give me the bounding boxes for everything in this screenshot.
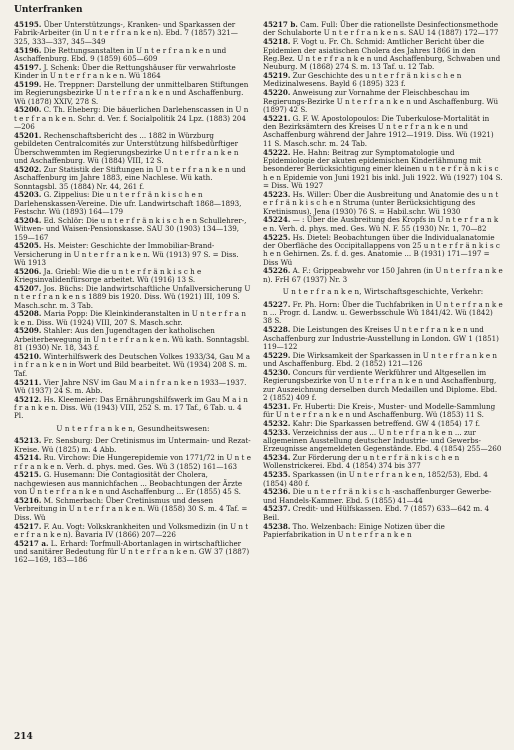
bibliography-entry <box>263 369 503 403</box>
entry-text: Fr. Sensburg: Der Cretinismus im Untermain- und Rezat-Kreise. Wü (1825) m. 4 Abb. <box>14 436 251 454</box>
entry-text: He. Hahn: Beitrag zur Symptomatologie und Epidemiologie der akuten epidemischen Kinderlähmung mit besonderer Berücksichtigung einer kleinen u n t e r f r ä n k i s c h e n Epidemie von Juni 1921 bis inkl. Juli 1922. Wü (1927) 104 S. = Diss. Wü 1927 <box>263 147 503 191</box>
bibliography-entry <box>14 396 252 421</box>
bibliography-entry <box>14 471 252 496</box>
bibliography-entry <box>14 166 252 191</box>
entry-number: 45203. <box>14 190 42 200</box>
entry-number: 45232. <box>263 418 291 428</box>
entry-number: 45201. <box>14 130 42 140</box>
entry-text: F. Au. Vogt: Volkskrankheiten und Volksmedizin (in U n t e r f r a n k e n). Bavaria IV (1866) 207—226 <box>14 521 249 539</box>
entry-text: M. Schmerbach: Über Cretinismus und dessen Verbreitung in U n t e r f r a n k e n. Wü (1858) 30 S. m. 4 Taf. = Diss. Wü <box>14 495 248 522</box>
bibliography-entry <box>263 429 503 454</box>
entry-number: 45213. <box>14 436 42 446</box>
entry-text: Zur Förderung der u n t e r f r ä n k i s c h e n Wollenstrickerei. Ebd. 4 (1854) 374 bis 377 <box>263 453 460 471</box>
entry-number: 45217 b. <box>263 20 298 29</box>
entry-number: 45235. <box>263 470 291 480</box>
entry-number: 45207. <box>14 283 42 293</box>
bibliography-entry <box>263 352 503 369</box>
entry-text: L. Erhard: Torfmull-Abortanlagen in wirtschaftlicher und sanitärer Bedeutung für U n t e r f r a n k e n. GW 37 (1887) 162—169, 183—186 <box>14 538 250 565</box>
entry-text: He. Treppner: Darstellung der unmittelbaren Stiftungen im Regierungsbezirke U n t e r f r a n k e n und Aschaffenburg. Wü (1878) XXIV, 278 S. <box>14 79 249 106</box>
entry-text: Die Rettungsanstalten in U n t e r f r a n k e n und Aschaffenburg. Ebd. 9 (1859) 605—609 <box>14 45 227 63</box>
entry-text: Anweisung zur Vornahme der Fleischbeschau im Regierungs-Bezirke U n t e r f r a n k e n und Aschaffenburg. Wü (1897) 42 S. <box>263 88 499 114</box>
entry-number: 45205. <box>14 241 42 251</box>
bibliography-entry <box>14 454 252 471</box>
entry-text: Cam. Full: Über die rationellste Desinfectionsmethode der Schulaborte U n t e r f r a n k e n s. SAU 14 (1887) 172—177 <box>263 20 499 38</box>
entry-number: 45234. <box>263 453 291 463</box>
right-column <box>263 21 503 540</box>
bibliography-entry <box>263 216 503 233</box>
entry-number: 45195. <box>14 20 42 29</box>
entry-number: 45231. <box>263 401 291 411</box>
entry-number: 45224. <box>263 215 291 225</box>
bibliography-entry <box>263 149 503 191</box>
entry-number: 45223. <box>263 189 291 199</box>
entry-number: 45211. <box>14 377 42 387</box>
bibliography-entry <box>14 21 252 46</box>
bibliography-entry <box>14 327 252 352</box>
entry-number: 45196. <box>14 45 42 55</box>
entry-text: G. Zippelius: Die u n t e r f r ä n k i s c h e n Darlehenskassen-Vereine. Die ufr. Landwirtschaft 1868—1893, Festschr. Wü (1893) 164—179 <box>14 190 242 217</box>
entry-text: Stahler: Aus den Jugendtagen der katholischen Arbeiterbewegung in U n t e r f r a n k e n. Wü kath. Sonntagsbl. 81 (1930) Nr. 18, 343 f. <box>14 326 250 353</box>
left-column <box>14 21 252 565</box>
bibliography-entry <box>263 403 503 420</box>
entry-text: — : Über die Ausbreitung des Kropfs in U n t e r f r a n k e n. Verh. d. phys. med. Ges. Wü N. F. 55 (1930) Nr. 1, 70—82 <box>263 215 499 233</box>
entry-text: Die Leistungen des Kreises U n t e r f r a n k e n und Aschaffenburg zur Industrie-Ausstellung in London. GW 1 (1851) 119—122 <box>263 325 499 351</box>
bibliography-entry <box>263 454 503 471</box>
bibliography-entry <box>14 497 252 522</box>
entry-number: 45202. <box>14 164 42 174</box>
entry-text: G. F. W. Apostolopoulos: Die Tuberkulose-Mortalität in den Bezirksämtern des Kreises U n t e r f r a n k e n und Aschaffenburg während der Jahre 1912—1919. Diss. Wü (1921) 11 S. Masch.schr. m. 24 Tab. <box>263 113 494 148</box>
entry-text: G. Husemann: Die Contagiosität der Cholera, nachgewiesen aus mannichfachen ... Beobachtungen der Ärzte von U n t e r f r a n k e n und Aschaffenburg ... Er (1855) 45 S. <box>14 470 243 497</box>
bibliography-entry <box>263 471 503 488</box>
entry-number: 45236. <box>263 487 291 497</box>
entry-text: Hs. Meister: Geschichte der Immobiliar-Brand-Versicherung in U n t e r f r a n k e n. Wü (1913) 97 S. = Diss. Wü 1913 <box>14 241 239 268</box>
bibliography-entry <box>14 132 252 166</box>
section-heading: U n t e r f r a n k e n, Wirtschaftsgeschichte, Verkehr: <box>282 287 484 297</box>
entry-number: 45214. <box>14 453 42 463</box>
entry-text: Ja. Griebl: Wie die u n t e r f r ä n k i s c h e Kriegsinvalidenfürsorge arbeitet. Wü (1916) 13 S. <box>14 266 202 285</box>
bibliography-entry <box>263 89 503 114</box>
bibliography-entry <box>263 191 503 216</box>
entry-number: 45217 a. <box>14 538 49 548</box>
entry-number: 45206. <box>14 266 42 276</box>
bibliography-entry <box>263 326 503 351</box>
bibliography-entry <box>14 268 252 285</box>
running-head: Unterfranken <box>14 5 83 15</box>
bibliography-entry <box>14 242 252 267</box>
entry-text: Zur Statistik der Stiftungen in U n t e r f r a n k e n und Aschaffenburg im Jahre 1883, eine Nachlese. Wü kath. Sonntagsbl. 35 (1884) Nr. 44, 261 f. <box>14 164 246 191</box>
bibliography-entry <box>14 379 252 396</box>
entry-number: 45222. <box>263 147 291 157</box>
entry-text: Kahr: Die Sparkassen betreffend. GW 4 (1854) 17 f. <box>290 418 481 428</box>
entry-text: Hs. Dietel: Beobachtungen über die Individualanatomie der Oberfläche des Occipitallappens von 25 u n t e r f r ä n k i s c h e n Gehirnen. Zs. f. d. ges. Anatomie ... B (1931) 171—197 = Diss Wü <box>263 232 500 267</box>
entry-number: 45200. <box>14 105 42 115</box>
entry-text: Sparkassen (in U n t e r f r a n k e n, 1852/53), Ebd. 4 (1854) 480 f. <box>263 470 488 488</box>
entry-number: 45220. <box>263 88 291 98</box>
bibliography-entry <box>14 64 252 81</box>
entry-text: J. Schenk: Über die Rettungshäuser für verwahrloste Kinder in U n t e r f r a n k e n. Wü 1864 <box>14 62 236 81</box>
entry-text: Hs. Kleemeier: Das Ernährungshilfswerk im Gau M a i n f r a n k e n. Diss. Wü (1943) VIII, 252 S. m. 17 Taf., 6 Tab. u. 4 Pl. <box>14 394 248 421</box>
entry-text: Die Wirksamkeit der Sparkassen in U n t e r f r a n k e n und Aschaffenburg. Ebd. 2 (1852) 121—126 <box>263 350 497 369</box>
bibliography-entry <box>263 523 503 540</box>
entry-text: Fr. Huberti: Die Kreis-, Muster- und Modelle-Sammlung für U n t e r f r a n k e n und Aschaffenburg. Wü (1853) 11 S. <box>263 401 496 420</box>
entry-text: Ed. Schlör: Die u n t e r f r ä n k i s c h e n Schullehrer-, Witwen- und Waisen-Pensionskasse. SAU 30 (1903) 134—139, 159—167 <box>14 215 247 242</box>
entry-text: Rechenschaftsbericht des ... 1882 in Würzburg gebildeten Centralcomités zur Unterstützung hilfsbedürftiger Überschwemmten im Regierungsbezirke U n t e r f r a n k e n und Aschaffenburg. Wü (1884) VIII, 12 S. <box>14 130 239 165</box>
page-number: 214 <box>14 732 33 742</box>
entry-text: A. F.: Grippeabwehr vor 150 Jahren (in U n t e r f r a n k e n). FrH 67 (1937) Nr. 3 <box>263 266 503 284</box>
entry-text: Zur Geschichte des u n t e r f r ä n k i s c h e n Medizinalwesens. Bayld 6 (1895) 323 f. <box>263 71 462 89</box>
entry-number: 45233. <box>263 427 291 437</box>
bibliography-entry <box>14 540 252 565</box>
bibliography-entry <box>263 72 503 89</box>
entry-text: Vier Jahre NSV im Gau M a i n f r a n k e n 1933—1937. Wü (1937) 24 S. m. Abb. <box>14 377 247 395</box>
entry-number: 45221. <box>263 113 291 123</box>
entry-text: Tho. Welzenbach: Einige Notizen über die Papierfabrikation in U n t e r f r a n k e n <box>263 521 445 539</box>
entry-text: Die u n t e r f r ä n k i s c h -aschaffenburger Gewerbe- und Handels-Kammer. Ebd. 5 (1855) 41—44 <box>263 487 492 505</box>
bibliography-entry <box>14 191 252 216</box>
bibliography-entry <box>14 310 252 327</box>
entry-text: C. Th. Eheberg: Die bäuerlichen Darlehenscassen in U n t e r f r a n k e n. Schr. d. Ver. f. Socialpolitik 24 Lpz. (1883) 204—206 <box>14 105 249 132</box>
bibliography-entry <box>14 353 252 378</box>
entry-number: 45230. <box>263 367 291 377</box>
entry-text: Concurs für verdiente Werkführer und Altgesellen im Regierungsbezirke von U n t e r f r a n k e n und Aschaffenburg, zur Auszeichnung derselben durch Medaillen und Diplome. Ebd. 2 (1852) 409 f. <box>263 367 498 403</box>
entry-number: 45216. <box>14 495 42 505</box>
entry-text: Winterhilfswerk des Deutschen Volkes 1933/34, Gau M a i n f r a n k e n in Wort und Bild bearbeitet. Wü (1934) 208 S. m. Taf. <box>14 352 250 378</box>
bibliography-entry <box>263 301 503 326</box>
entry-text: Jos. Büchs: Die landwirtschaftliche Unfallversicherung U n t e r f r a n k e n s 1889 bis 1920. Diss. Wü (1921) III, 109 S. Masch.schr. m. 3 Tab. <box>14 283 251 310</box>
entry-number: 45217. <box>14 521 42 531</box>
entry-number: 45219. <box>263 71 291 81</box>
entry-text: Fr. Ph. Horn: Über die Tuchfabriken in U n t e r f r a n k e n ... Progr. d. Landw. u. Gewerbsschule Wü 1841/42. Wü (1842) 38 S. <box>263 299 503 326</box>
bibliography-entry <box>14 523 252 540</box>
bibliography-entry <box>263 505 503 522</box>
bibliography-entry <box>14 81 252 106</box>
bibliography-entry <box>263 234 503 268</box>
entry-text: F. Vogt u. Fr. Ch. Schmid: Amtlicher Bericht über die Epidemien der asiatischen Cholera des Jahres 1866 in den Reg.Bez. U n t e r f r a n k e n und Aschaffenburg, Schwaben und Neuburg. M (1868) 274 S. m. 13 Taf. u. 12 Tab. <box>263 37 501 72</box>
bibliography-entry <box>14 437 252 454</box>
entry-text: Ru. Virchow: Die Hungerepidemie von 1771/72 in U n t e r f r a n k e n. Verh. d. phys. med. Ges. Wü 3 (1852) 161—163 <box>14 453 251 471</box>
entry-number: 45227. <box>263 299 291 309</box>
bibliography-entry <box>263 115 503 149</box>
entry-number: 45238. <box>263 521 291 531</box>
entry-number: 45228. <box>263 325 291 335</box>
bibliography-entry <box>14 217 252 242</box>
entry-number: 45199. <box>14 79 42 89</box>
entry-number: 45229. <box>263 350 291 360</box>
entry-text: Credit- und Hülfskassen. Ebd. 7 (1857) 633—642 m. 4 Beil. <box>263 504 490 522</box>
bibliography-entry <box>263 267 503 284</box>
entry-text: Verzeichniss der aus ... U n t e r f r a n k e n ... zur allgemeinen Ausstellung deutscher Industrie- und Gewerbs-Erzeugnisse angemeldeten Gegenstände. Ebd. 4 (1854) 255—260 <box>263 427 502 454</box>
bibliography-entry <box>14 47 252 64</box>
entry-number: 45225. <box>263 232 291 242</box>
bibliography-entry <box>263 38 503 72</box>
bibliography-entry <box>263 488 503 505</box>
entry-number: 45208. <box>14 309 42 319</box>
bibliography-entry <box>263 21 503 38</box>
entry-number: 45215. <box>14 470 42 480</box>
entry-number: 45226. <box>263 266 291 276</box>
entry-text: Maria Popp: Die Kleinkinderanstalten in U n t e r f r a n k e n. Diss. Wü (1924) VIII, 207 S. Masch.schr. <box>14 309 246 327</box>
bibliography-entry <box>14 106 252 131</box>
bibliography-entry <box>14 285 252 310</box>
entry-number: 45210. <box>14 352 42 361</box>
entry-text: Über Unterstützungs-, Kranken- und Sparkassen der Fabrik-Arbeiter (in U n t e r f r a n k e n). Ebd. 7 (1857) 321—325, 333—337, 345—349 <box>14 20 238 46</box>
entry-number: 45218. <box>263 37 291 47</box>
entry-number: 45204. <box>14 215 42 225</box>
entry-number: 45212. <box>14 394 42 404</box>
entry-number: 45209. <box>14 326 42 336</box>
section-heading: U n t e r f r a n k e n, Gesundheitswesen: <box>56 423 210 433</box>
entry-text: Hs. Willer: Über die Ausbreitung und Anatomie des u n t e r f r ä n k i s c h e n Struma (unter Berücksichtigung des Kretinismus). Jena (1930) 76 S. = Habil.schr. Wü 1930 <box>263 189 499 216</box>
entry-number: 45237. <box>263 504 291 514</box>
entry-number: 45197. <box>14 62 42 72</box>
